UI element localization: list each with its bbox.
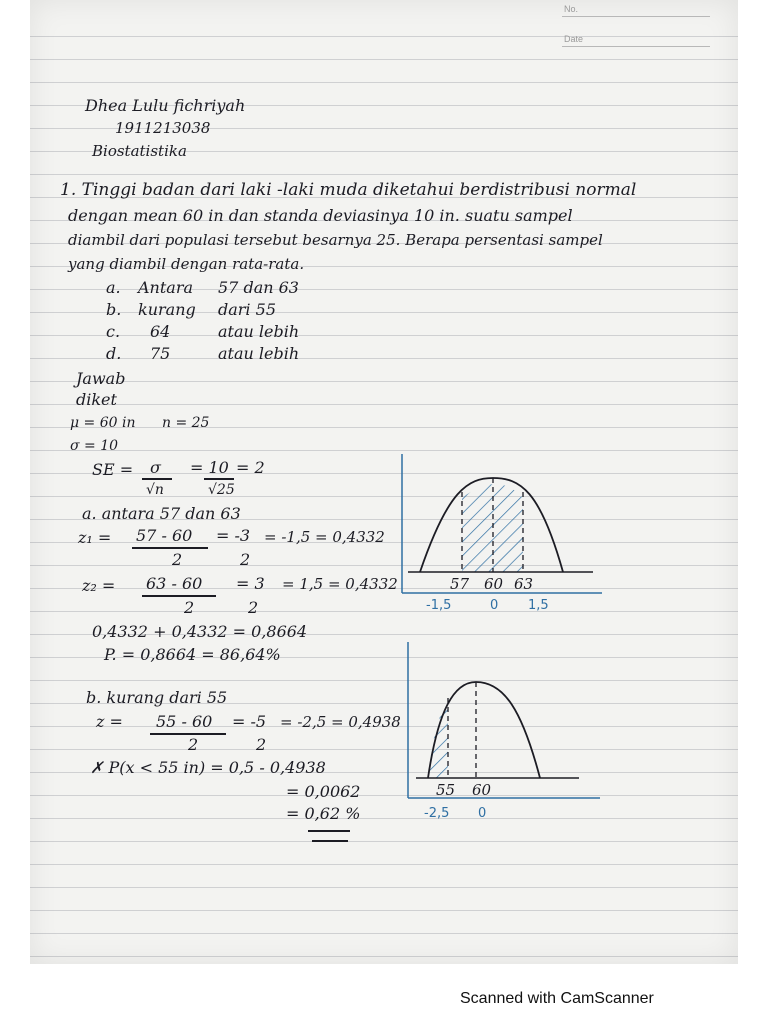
camscanner-footer: Scanned with CamScanner <box>460 990 654 1007</box>
graph-b-label-60: 60 <box>472 781 492 799</box>
mu-value: μ = 60 in <box>70 415 136 431</box>
graph-a-z-neg: -1,5 <box>426 598 452 613</box>
se-denominator-2: √25 <box>208 482 235 498</box>
normal-curve-graph-a <box>398 450 608 620</box>
part-b-title: b. kurang dari 55 <box>86 688 228 707</box>
graph-a-z-pos: 1,5 <box>528 598 549 613</box>
graph-b-label-55: 55 <box>436 781 456 799</box>
pb-line-3: = 0,62 % <box>286 804 361 823</box>
z1-lhs: z₁ = <box>78 528 112 547</box>
item-b-text: kurang <box>138 300 196 319</box>
sum-line: 0,4332 + 0,4332 = 0,8664 <box>92 622 308 641</box>
z2-mid: = 3 <box>236 574 265 593</box>
item-a-letter: a. <box>106 278 121 297</box>
graph-b-shaded-region <box>428 702 448 778</box>
se-denominator: √n <box>146 482 164 498</box>
pb-line-2: = 0,0062 <box>286 782 361 801</box>
se-result: = 2 <box>236 458 265 477</box>
item-d-letter: d. <box>106 344 122 363</box>
course-name: Biostatistika <box>92 142 187 160</box>
answer-underline <box>308 830 350 832</box>
se-fraction-bar-2 <box>204 478 234 480</box>
item-b-letter: b. <box>106 300 122 319</box>
graph-a-label-60: 60 <box>484 575 504 593</box>
zb-result: = -2,5 = 0,4938 <box>280 713 401 731</box>
z2-numerator: 63 - 60 <box>146 574 203 593</box>
zb-lhs: z = <box>96 712 123 731</box>
problem-line-3: diambil dari populasi tersebut besarnya 25. Berapa persentasi sampel <box>68 231 603 249</box>
se-lhs: SE = <box>92 460 134 479</box>
graph-a-label-57: 57 <box>450 575 470 593</box>
no-line <box>562 16 710 17</box>
z2-result: = 1,5 = 0,4332 <box>282 575 398 593</box>
z2-lhs: z₂ = <box>82 576 116 595</box>
se-fraction-bar <box>142 478 172 480</box>
item-a-text: Antara <box>138 278 194 297</box>
z2-mid-denominator: 2 <box>248 598 259 617</box>
item-b-value: dari 55 <box>218 300 276 319</box>
part-a-title: a. antara 57 dan 63 <box>82 504 241 523</box>
problem-line-2: dengan mean 60 in dan standa deviasinya 10 in. suatu sampel <box>68 206 573 225</box>
item-c-text: 64 <box>150 322 171 341</box>
zb-mid: = -5 <box>232 712 267 731</box>
sigma-value: σ = 10 <box>70 438 119 454</box>
graph-a-label-63: 63 <box>514 575 534 593</box>
normal-curve-graph-b <box>404 640 604 810</box>
zb-mid-denominator: 2 <box>256 735 267 754</box>
graph-a-z-zero: 0 <box>490 598 499 613</box>
date-label: Date <box>564 34 584 44</box>
n-value: n = 25 <box>162 415 210 431</box>
z1-mid: = -3 <box>216 526 251 545</box>
z1-fraction-bar <box>132 547 208 549</box>
item-d-value: atau lebih <box>218 344 300 363</box>
problem-line-1: 1. Tinggi badan dari laki -laki muda diketahui berdistribusi normal <box>60 180 637 200</box>
se-numerator: σ <box>150 458 161 477</box>
item-a-value: 57 dan 63 <box>218 278 299 297</box>
probability-line: P. = 0,8664 = 86,64% <box>104 645 281 664</box>
graph-b-z-neg: -2,5 <box>424 806 450 821</box>
answer-underline-2 <box>312 840 348 842</box>
zb-denominator: 2 <box>188 735 199 754</box>
zb-numerator: 55 - 60 <box>156 712 213 731</box>
student-id: 1911213038 <box>115 119 211 137</box>
z1-mid-denominator: 2 <box>240 550 251 569</box>
date-line <box>562 46 710 47</box>
z1-result: = -1,5 = 0,4332 <box>264 528 385 546</box>
diket-label: diket <box>76 390 117 409</box>
z2-fraction-bar <box>142 595 216 597</box>
graph-b-z-zero: 0 <box>478 806 487 821</box>
z2-denominator: 2 <box>184 598 195 617</box>
item-d-text: 75 <box>150 344 171 363</box>
z1-numerator: 57 - 60 <box>136 526 193 545</box>
pb-line-1: ✗ P(x < 55 in) = 0,5 - 0,4938 <box>90 758 326 777</box>
problem-line-4: yang diambil dengan rata-rata. <box>68 255 305 273</box>
item-c-value: atau lebih <box>218 322 300 341</box>
z1-denominator: 2 <box>172 550 183 569</box>
no-label: No. <box>564 4 579 14</box>
se-eq: = 10 <box>190 458 229 477</box>
student-name: Dhea Lulu fichriyah <box>85 96 246 115</box>
item-c-letter: c. <box>106 322 121 341</box>
jawab-label: Jawab <box>76 369 126 388</box>
